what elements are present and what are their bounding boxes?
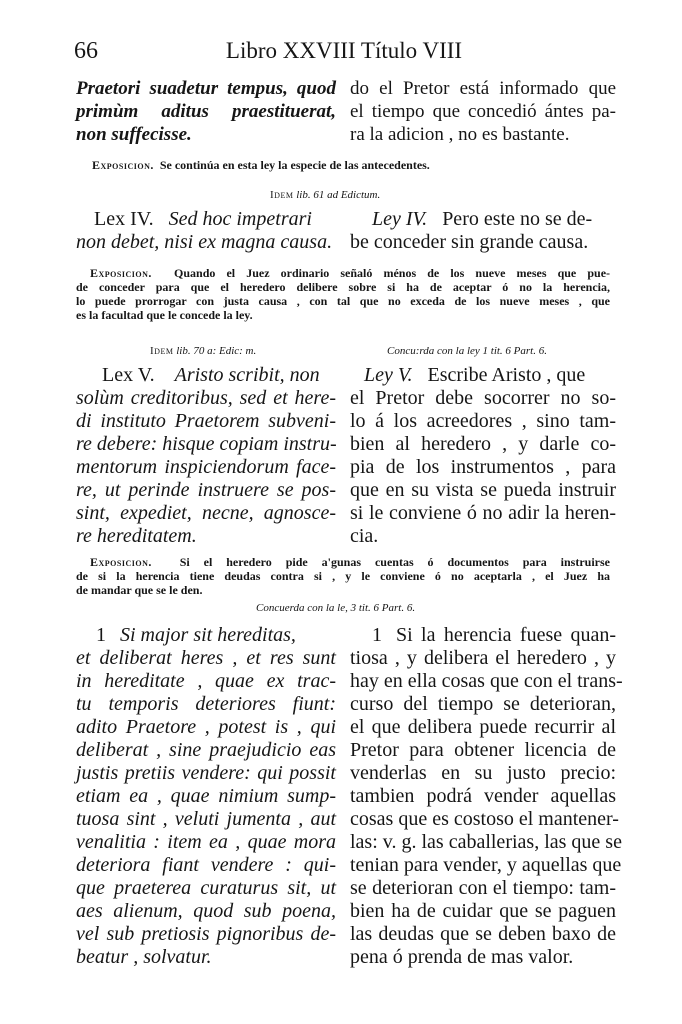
- latin-line: et deliberat heres , et res sunt: [76, 647, 336, 669]
- spanish-line: el tiempo que concedió ántes pa-: [350, 101, 616, 122]
- running-title: Libro XXVIII Título VIII: [225, 38, 463, 63]
- spanish-line: Pretor para obtener licencia de: [350, 739, 616, 761]
- spanish-line: do el Pretor está informado que: [350, 78, 616, 99]
- spanish-line: bien ha de cuidar que se paguen: [350, 900, 616, 922]
- concordance-reference: Concu:rda con la ley 1 tit. 6 Part. 6.: [387, 345, 547, 357]
- latin-line: beatur , solvatur.: [76, 946, 212, 968]
- exposition-note: [76, 266, 610, 322]
- latin-line: re debere: hisque copiam instru-: [76, 433, 337, 455]
- spanish-line: cia.: [350, 525, 379, 547]
- latin-line: non debet, nisi ex magna causa.: [76, 231, 333, 253]
- latin-line: adito Praetore , potest is , qui: [76, 716, 336, 738]
- latin-line: deteriora fiant vendere : qui-: [76, 854, 336, 876]
- latin-line: deliberat , sine praejudicio eas: [76, 739, 336, 761]
- latin-line: tuosa sint , veluti jumenta , aut: [76, 808, 336, 830]
- exposition-text: Si el heredero pide a'gunas cuentas ó documentos para instruirse: [179, 555, 611, 569]
- exposition-label: Exposicion.: [90, 266, 152, 280]
- latin-line: re, ut perinde instruere se pos-: [76, 479, 336, 501]
- spanish-line: si le conviene ó no adir la heren-: [350, 502, 616, 524]
- spanish-line: curso del tiempo se deterioran,: [350, 693, 616, 715]
- source-reference: [150, 345, 256, 357]
- latin-line: primùm aditus praestituerat,: [76, 101, 336, 122]
- latin-line: Si major sit hereditas,: [120, 624, 296, 646]
- exposition-note: [76, 555, 610, 597]
- latin-column: [76, 364, 336, 548]
- spanish-line: be conceder sin grande causa.: [350, 231, 589, 253]
- spanish-column: [350, 77, 616, 146]
- spanish-line: cosas que es costoso el mantener-: [350, 808, 619, 830]
- latin-line: Aristo scribit, non: [174, 364, 320, 386]
- spanish-line: las: v. g. las caballerias, las que se: [350, 831, 622, 853]
- spanish-line: el Pretor debe socorrer no so-: [350, 387, 616, 409]
- latin-line: Praetori suadetur tempus, quod: [76, 78, 336, 99]
- latin-line: in hereditate , quae ex trac-: [76, 670, 336, 692]
- latin-line: re hereditatem.: [76, 525, 197, 547]
- law-heading: Lex V.: [102, 364, 155, 386]
- spanish-line: se deterioran con el tiempo: tam-: [350, 877, 616, 899]
- latin-line: solùm creditoribus, sed et here-: [76, 387, 336, 409]
- continuation-block: [76, 77, 616, 149]
- section-number: 1: [96, 624, 106, 646]
- exposition-text: Se continúa en esta ley la especie de las antecedentes.: [159, 158, 430, 172]
- spanish-column: [350, 624, 623, 969]
- latin-line: sint, expediet, necne, agnosce-: [76, 502, 336, 524]
- exposition-text: de conceder para que el heredero delibere sobre si ha de aceptar ó no la herencia,: [76, 280, 610, 294]
- spanish-line: Si la herencia fuese quan-: [396, 624, 616, 646]
- spanish-line: venderlas en su justo precio:: [350, 762, 616, 784]
- spanish-line: bien al heredero , y darle co-: [350, 433, 616, 455]
- exposition-label: Exposicion.: [92, 158, 154, 172]
- latin-line: Sed hoc impetrari: [168, 208, 312, 230]
- spanish-line: pena ó prenda de mas valor.: [350, 946, 574, 968]
- page-number: 66: [74, 38, 98, 64]
- latin-line: di instituto Praetorem subveni-: [76, 410, 336, 432]
- spanish-line: ra la adicion , no es bastante.: [350, 124, 570, 145]
- exposition-text: de mandar que se le den.: [76, 583, 203, 597]
- reference-text: lib. 61 ad Edictum.: [296, 189, 381, 201]
- section-number: 1: [372, 624, 382, 646]
- spanish-line: lo á los acreedores , sino tam-: [350, 410, 616, 432]
- section-1: [76, 624, 623, 974]
- spanish-line: tambien podrá vender aquellas: [350, 785, 616, 807]
- latin-line: aes alienum, quod sub poena,: [76, 900, 336, 922]
- latin-line: mentorum inspiciendorum face-: [76, 456, 336, 478]
- law-heading: Ley IV.: [372, 208, 428, 230]
- exposition-label: Exposicion.: [90, 555, 152, 569]
- latin-line: etiam ea , quae nimium sump-: [76, 785, 336, 807]
- latin-column: [76, 77, 336, 146]
- exposition-text: es la facultad que le concede la ley.: [76, 308, 253, 322]
- reference-lead: Idem: [150, 345, 174, 357]
- page-header: [74, 38, 614, 70]
- latin-column: [76, 624, 336, 969]
- spanish-column: [350, 364, 616, 548]
- law-iv: [76, 208, 616, 256]
- spanish-line: el que delibera puede recurrir al: [350, 716, 616, 738]
- latin-line: non suffecisse.: [76, 124, 192, 145]
- latin-line: que praeterea curaturus sit, ut: [76, 877, 336, 899]
- latin-line: vel sub pretiosis pignoribus de-: [76, 923, 336, 945]
- law-v: [76, 364, 616, 548]
- concordance-reference: Concuerda con la le, 3 tit. 6 Part. 6.: [256, 602, 416, 614]
- spanish-line: tiosa , y delibera el heredero , y: [350, 647, 616, 669]
- source-reference: [270, 189, 380, 201]
- reference-text: lib. 70 a: Edic: m.: [176, 345, 257, 357]
- law-heading: Lex IV.: [94, 208, 154, 230]
- latin-line: tu temporis deteriores fiunt:: [76, 693, 336, 715]
- law-heading: Ley V.: [364, 364, 413, 386]
- spanish-line: que en su vista se pueda instruir: [350, 479, 616, 501]
- spanish-line: Escribe Aristo , que: [427, 364, 586, 386]
- exposition-text: lo puede prorrogar con justa causa , con tal que no exceda de los nueve meses , que: [76, 294, 610, 308]
- spanish-line: hay en ella cosas que con el trans-: [350, 670, 623, 692]
- spanish-line: las deudas que se deben baxo de: [350, 923, 616, 945]
- spanish-line: tenian para vender, y aquellas que: [350, 854, 622, 876]
- spanish-column: [350, 208, 616, 254]
- latin-line: venalitia : item ea , quae mora: [76, 831, 336, 853]
- spanish-line: pia de los instrumentos , para: [350, 456, 616, 478]
- spanish-line: Pero este no se de-: [442, 208, 593, 230]
- exposition-note: [92, 158, 626, 172]
- latin-column: [76, 208, 336, 254]
- exposition-text: Quando el Juez ordinario señaló ménos de los nueve meses que pue-: [174, 266, 611, 280]
- latin-line: justis pretiis vendere: qui possit: [76, 762, 336, 784]
- reference-lead: Idem: [270, 189, 294, 201]
- exposition-text: de si la herencia tiene deudas contra si , y le conviene ó no aceptarla , el Juez ha: [76, 569, 610, 583]
